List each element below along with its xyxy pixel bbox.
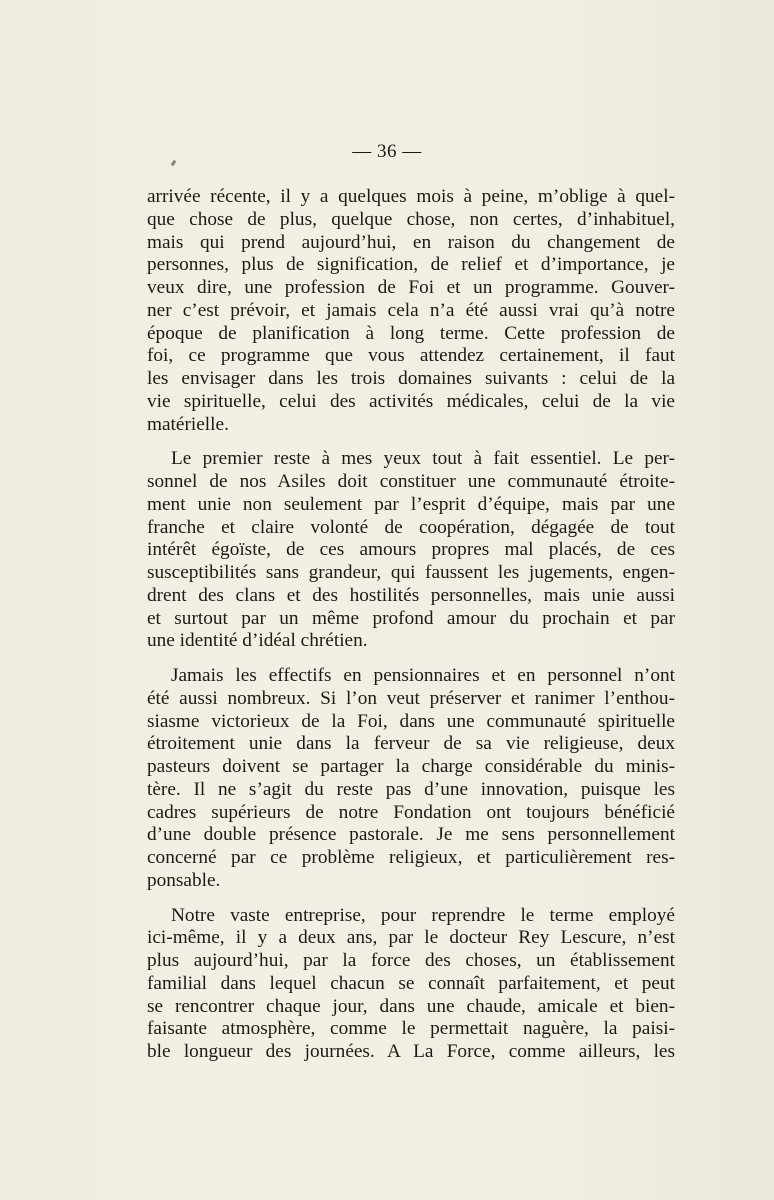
text-line: matérielle.: [147, 413, 229, 435]
text-line: faisante atmosphère, comme le permettait naguère, la paisi-: [147, 1018, 675, 1040]
text-line: vie spirituelle, celui des activités médicales, celui de la vie: [147, 390, 675, 412]
text-line: ici-même, il y a deux ans, par le docteur Rey Lescure, n’est: [147, 927, 675, 949]
body-text: [147, 186, 675, 1076]
text-line: que chose de plus, quelque chose, non certes, d’inhabituel,: [147, 208, 675, 230]
text-line: époque de planification à long terme. Cette profession de: [147, 322, 675, 344]
text-line: plus aujourd’hui, par la force des choses, un établissement: [147, 950, 675, 971]
text-line: Jamais les effectifs en pensionnaires et en personnel n’ont: [171, 665, 675, 686]
paragraph-3: [147, 665, 675, 893]
paragraph-2: [147, 448, 675, 653]
text-line: sonnel de nos Asiles doit constituer une communauté étroite-: [147, 471, 675, 492]
text-line: et surtout par un même profond amour du prochain et par: [147, 607, 675, 629]
text-line: personnes, plus de signification, de relief et d’importance, je: [147, 254, 675, 276]
page-number: — 36 —: [352, 141, 422, 162]
text-line: veux dire, une profession de Foi et un programme. Gouver-: [147, 277, 675, 298]
text-line: arrivée récente, il y a quelques mois à peine, m’oblige à quel-: [147, 186, 675, 207]
text-line: se rencontrer chaque jour, dans une chaude, amicale et bien-: [147, 995, 675, 1017]
text-line: susceptibilités sans grandeur, qui faussent les jugements, engen-: [147, 562, 675, 583]
text-line: pasteurs doivent se partager la charge considérable du minis-: [147, 756, 675, 777]
text-line: une identité d’idéal chrétien.: [147, 630, 368, 652]
text-line: concerné par ce problème religieux, et particulièrement res-: [147, 847, 675, 868]
text-line: Notre vaste entreprise, pour reprendre le terme employé: [171, 904, 675, 926]
text-line: intérêt égoïste, de ces amours propres mal placés, de ces: [147, 539, 675, 561]
text-line: ment unie non seulement par l’esprit d’équipe, mais par une: [147, 493, 675, 515]
text-line: tère. Il ne s’agit du reste pas d’une innovation, puisque les: [147, 778, 675, 800]
text-line: foi, ce programme que vous attendez certainement, il faut: [147, 345, 675, 367]
text-line: étroitement unie dans la ferveur de sa vie religieuse, deux: [147, 733, 675, 755]
text-line: siasme victorieux de la Foi, dans une communauté spirituelle: [147, 710, 675, 732]
text-line: cadres supérieurs de notre Fondation ont toujours bénéficié: [147, 801, 675, 823]
text-line: mais qui prend aujourd’hui, en raison du changement de: [147, 231, 675, 253]
text-line: familial dans lequel chacun se connaît parfaitement, et peut: [147, 972, 675, 994]
text-line: ble longueur des journées. A La Force, comme ailleurs, les: [147, 1041, 675, 1062]
text-line: ner c’est prévoir, et jamais cela n’a été aussi vrai qu’à notre: [147, 299, 675, 321]
text-line: d’une double présence pastorale. Je me sens personnellement: [147, 824, 675, 846]
text-line: drent des clans et des hostilités personnelles, mais unie aussi: [147, 584, 675, 606]
text-line: été aussi nombreux. Si l’on veut préserver et ranimer l’enthou-: [147, 687, 675, 709]
paragraph-1: [147, 186, 675, 436]
paragraph-4: [147, 905, 675, 1064]
text-line: franche et claire volonté de coopération, dégagée de tout: [147, 516, 675, 538]
text-line: ponsable.: [147, 869, 221, 891]
text-line: les envisager dans les trois domaines suivants : celui de la: [147, 368, 675, 389]
text-line: Le premier reste à mes yeux tout à fait essentiel. Le per-: [171, 448, 675, 470]
